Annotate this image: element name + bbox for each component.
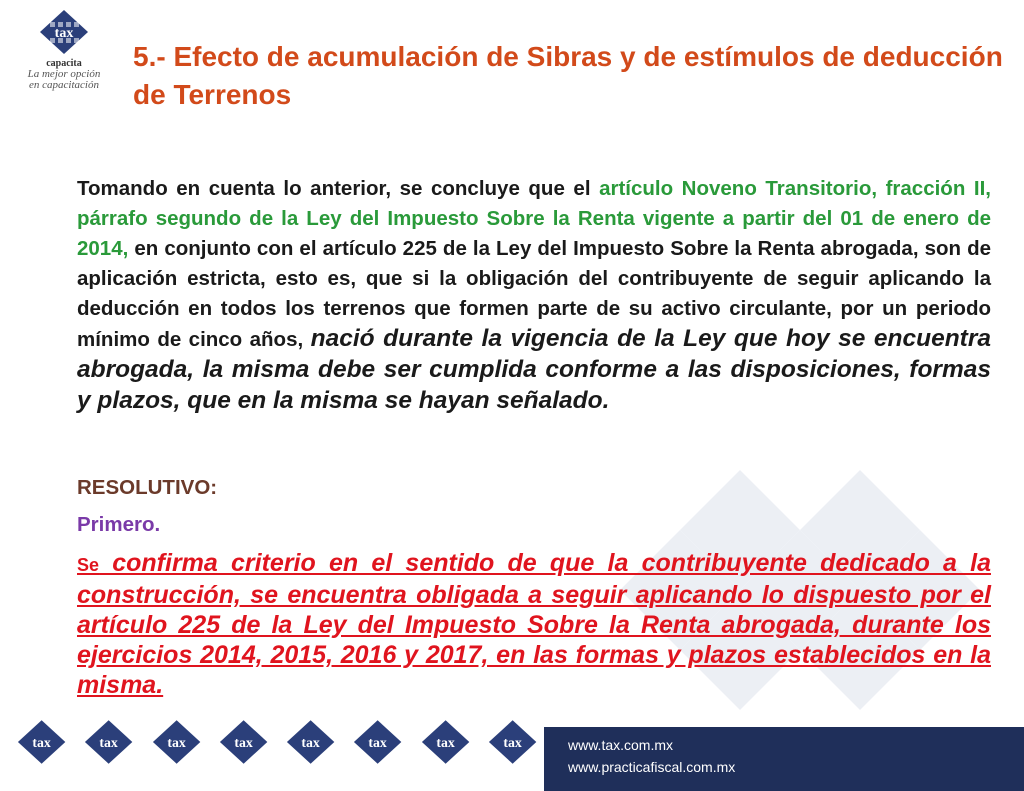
footer-url-box: [544, 727, 1024, 791]
body-text-green: artículo Noveno Transitorio, fracción II, párrafo segundo de la Ley del Impuesto Sobre la Renta vigente a partir del 01 de enero de 2014,: [77, 177, 991, 260]
footer-tax-logo: [483, 717, 542, 767]
footer-tax-logo: [281, 717, 340, 767]
footer-tax-logo: [147, 717, 206, 767]
primero-heading: Primero.: [77, 513, 161, 536]
tax-diamond-icon: [14, 8, 114, 58]
footer-tax-logo: [214, 717, 273, 767]
svg-text:tax: tax: [32, 734, 51, 750]
body-text-1: Tomando en cuenta lo anterior, se concluye que el: [77, 177, 600, 200]
svg-text:tax: tax: [435, 734, 455, 750]
body-paragraph: [77, 174, 991, 417]
svg-text:tax: tax: [234, 734, 253, 750]
footer-url-tax[interactable]: www.tax.com.mx: [568, 737, 674, 753]
body-text-3: en conjunto con el artículo 225 de la Ley del Impuesto Sobre la Renta abrogada, son de aplicación estricta, esto es, que si la obligación del contribuyente de seguir aplicando la deducción en todos los terrenos que formen parte de su activo circulante, por un periodo mínimo de cinco años,: [77, 237, 991, 351]
body-text-italic: nació durante la vigencia de la Ley que hoy se encuentra abrogada, la misma debe ser cumplida conforme a las disposiciones, formas y plazos, que en la misma se hayan señalado.: [77, 325, 991, 414]
svg-text:tax: tax: [166, 734, 186, 750]
tax-logo: [14, 8, 114, 91]
logo-tagline-1: La mejor opción: [27, 68, 101, 80]
resolutivo-heading: RESOLUTIVO:: [77, 476, 218, 499]
footer-tax-logo: [79, 717, 138, 767]
footer-tax-logo: [416, 717, 475, 767]
footer-tax-logo: [12, 717, 71, 767]
page-title: 5.- Efecto de acumulación de Sibras y de estímulos de deducción de Terrenos: [133, 41, 1003, 110]
footer-tax-logo: [348, 717, 407, 767]
footer-url-practicafiscal[interactable]: www.practicafiscal.com.mx: [568, 759, 736, 775]
logo-brand: tax: [54, 26, 74, 41]
logo-tagline-2: en capacitación: [29, 79, 99, 91]
resolution-se: Se: [77, 555, 100, 575]
resolution-text: [77, 548, 991, 700]
svg-text:tax: tax: [368, 734, 388, 750]
logo-sub: capacita: [46, 58, 82, 69]
resolution-body: confirma criterio en el sentido de que la contribuyente dedicado a la construcción, se encuentra obligada a seguir aplicando lo dispuesto por el artículo 225 de la Ley del Impuesto Sobre la Renta abrogada, durante los ejercicios 2014, 2015, 2016 y 2017, en las formas y plazos establecidos en la misma.: [77, 549, 991, 699]
footer-logo-strip: [12, 717, 542, 771]
svg-text:tax: tax: [503, 734, 522, 750]
svg-text:tax: tax: [301, 734, 320, 750]
svg-text:tax: tax: [99, 734, 119, 750]
